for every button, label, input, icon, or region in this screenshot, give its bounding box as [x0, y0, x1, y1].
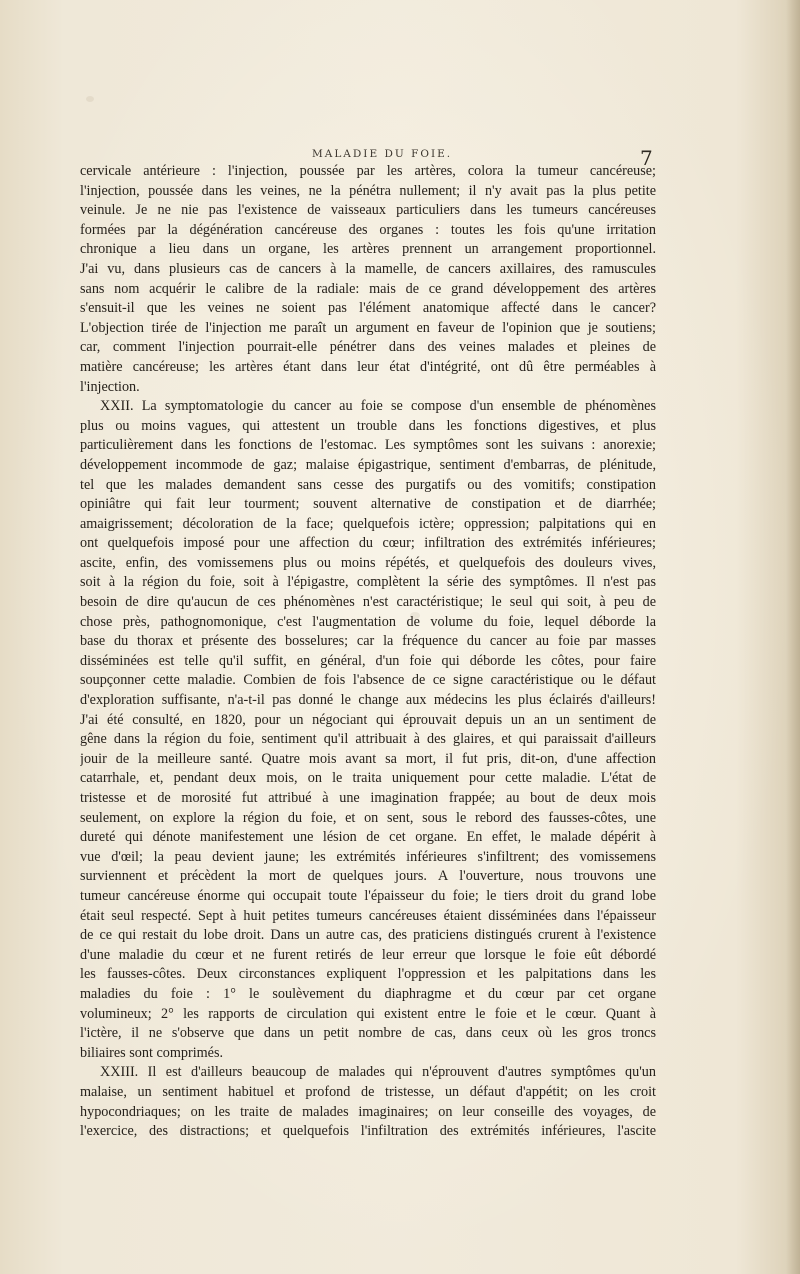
text-line: besoin de dire qu'aucun de ces phénomènes n'est caractéristique; le seul qui soit, à peu de: [80, 594, 656, 611]
paragraph-end-line: l'injection.: [80, 378, 140, 395]
text-line: base du thorax et présente des bosselures; car la fréquence du cancer au foie par masses: [80, 633, 656, 650]
text-line: cervicale antérieure : l'injection, poussée par les artères, colora la tumeur cancéreuse;: [80, 163, 656, 179]
page-number: 7: [640, 146, 653, 170]
section-heading-line: XXIII. Il est d'ailleurs beaucoup de malades qui n'éprouvent d'autres symptômes qu'un: [100, 1064, 656, 1081]
text-line: J'ai été consulté, en 1820, pour un négociant qui éprouvait depuis un an un sentiment de: [80, 711, 656, 728]
page-edge-shadow: [786, 0, 800, 1274]
text-line: opiniâtre qui fait leur tourment; souvent alternative de constipation et de diarrhée;: [80, 496, 656, 513]
text-line: disséminées est telle qu'il suffit, en général, d'un foie qui déborde les côtes, pour faire: [80, 652, 656, 669]
text-line: L'objection tirée de l'injection me paraît un argument en faveur de l'opinion que je soutiens;: [80, 319, 656, 336]
text-line: car, comment l'injection pourrait-elle pénétrer dans des veines malades et pleines de: [80, 339, 656, 356]
text-line: ont quelquefois imposé pour une affection du cœur; infiltration des extrémités inférieures;: [80, 535, 656, 552]
text-line: les fausses-côtes. Deux circonstances expliquent l'oppression et les palpitations dans les: [80, 966, 656, 983]
text-line: seulement, on explore la région du foie, et on sent, sous le rebord des fausses-côtes, une: [80, 809, 656, 826]
text-line: malaise, un sentiment habituel et profond de tristesse, un défaut d'appétit; on les croit: [80, 1083, 656, 1100]
text-line: l'injection, poussée dans les veines, ne la pénétra nullement; il n'y avait pas la plus petite: [80, 182, 656, 199]
text-line: développement incommode de gaz; malaise épigastrique, sentiment d'embarras, de plénitude,: [80, 456, 656, 473]
text-line: ascite, enfin, des vomissemens plus ou moins répétés, et quelquefois des douleurs vives,: [80, 554, 656, 571]
text-line: tel que les malades demandent sans cesse des purgatifs ou des vomitifs; constipation: [80, 476, 656, 493]
text-line: l'ictère, il ne s'observe que dans un petit nombre de cas, dans ceux où les gros troncs: [80, 1025, 656, 1042]
text-line: l'exercice, des distractions; et quelquefois l'infiltration des extrémités inférieures, l'ascite: [80, 1123, 656, 1140]
text-line: vue d'œil; la peau devient jaune; les extrémités inférieures s'infiltrent; des vomissemens: [80, 848, 656, 865]
text-line: était seul respecté. Sept à huit petites tumeurs cancéreuses étaient disséminées dans l'épaisseur: [80, 907, 656, 924]
text-line: chose près, pathognomonique, c'est l'augmentation de volume du foie, lequel déborde la: [80, 613, 656, 630]
text-line: J'ai vu, dans plusieurs cas de cancers à la mamelle, de cancers axillaires, des ramuscules: [80, 260, 656, 277]
text-line: plus ou moins vagues, qui attestent un trouble dans les fonctions digestives, et plus: [80, 417, 656, 434]
body-text: [80, 162, 656, 1142]
text-line: sans nom acquérir le calibre de la radiale: mais de ce grand développement des artères: [80, 280, 656, 297]
running-title: MALADIE DU FOIE.: [312, 148, 453, 160]
text-line: jouir de la meilleure santé. Quatre mois avant sa mort, il fut pris, dit-on, d'une affection: [80, 750, 656, 767]
section-heading-line: XXII. La symptomatologie du cancer au foie se compose d'un ensemble de phénomènes: [100, 398, 656, 415]
text-line: amaigrissement; décoloration de la face; quelquefois ictère; oppression; palpitations qui en: [80, 515, 656, 532]
text-line: matière cancéreuse; les artères étant dans leur état d'intégrité, ont dû être perméables à: [80, 358, 656, 375]
text-line: maladies du foie : 1° le soulèvement du diaphragme et du cœur par cet organe: [80, 985, 656, 1002]
text-line: d'une maladie du cœur et ne furent retirés de leur erreur que lorsque le foie eût débordé: [80, 946, 656, 963]
text-line: soupçonner cette maladie. Combien de fois l'absence de ce signe caractéristique ou le défaut: [80, 672, 656, 689]
text-line: d'exploration suffisante, n'a-t-il pas donné le change aux médecins les plus éclairés d'ailleurs!: [80, 692, 656, 709]
paper-stain: [86, 96, 94, 102]
text-line: soit à la région du foie, soit à l'épigastre, complètent la série des symptômes. Il n'est pas: [80, 574, 656, 591]
text-line: tristesse et de morosité fut attribué à une imagination frappée; au bout de deux mois: [80, 790, 656, 806]
text-line: hypocondriaques; on les traite de malades imaginaires; on leur conseille des voyages, de: [80, 1103, 656, 1120]
text-line: s'ensuit-il que les veines ne soient pas l'élément anatomique affecté dans le cancer?: [80, 300, 656, 317]
text-line: catarrhale, et, pendant deux mois, on le traita uniquement pour cette maladie. L'état de: [80, 770, 656, 787]
text-line: gêne dans la région du foie, sentiment qu'il attribuait à des glaires, et qui paraissait d'ailleurs: [80, 731, 656, 748]
paragraph-end-line: biliaires sont comprimés.: [80, 1044, 224, 1061]
text-line: volumineux; 2° les rapports de circulation qui existent entre le foie et le cœur. Quant à: [80, 1005, 656, 1022]
text-line: dureté qui dénote manifestement une lésion de cet organe. En effet, le malade dépérit à: [80, 829, 656, 846]
text-line: veinule. Je ne nie pas l'existence de vaisseaux particuliers dans les tumeurs cancéreuses: [80, 202, 656, 219]
text-line: particulièrement dans les fonctions de l'estomac. Les symptômes sont les suivans : anorexie;: [80, 437, 656, 454]
text-line: formées par la dégénération cancéreuse des organes : toutes les fois qu'une irritation: [80, 221, 656, 238]
text-line: surviennent et précèdent la mort de quelques jours. A l'ouverture, nous trouvons une: [80, 868, 656, 885]
text-line: tumeur cancéreuse énorme qui occupait toute l'épaisseur du foie; le tiers droit du grand lobe: [80, 887, 656, 904]
text-line: chronique a lieu dans un organe, les artères prennent un arrangement proportionnel.: [80, 241, 656, 258]
text-line: de ce qui restait du lobe droit. Dans un autre cas, des praticiens distingués crurent à l'existence: [80, 927, 656, 944]
